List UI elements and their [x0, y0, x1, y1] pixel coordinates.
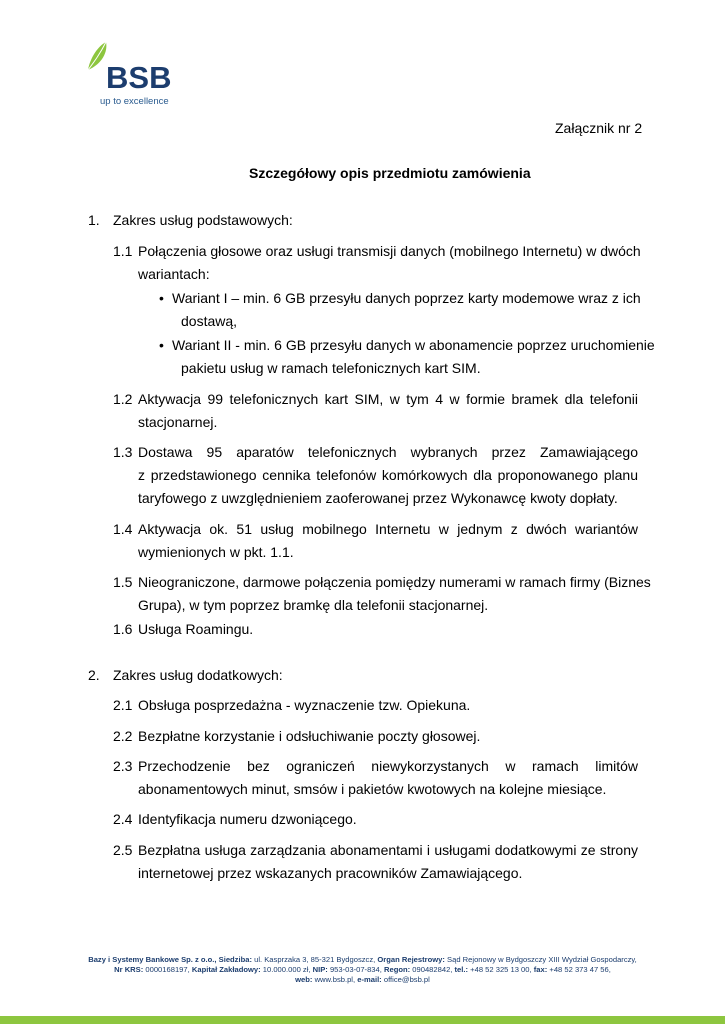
item-number: 2.4 — [113, 811, 133, 827]
item-text-line: Usługa Roamingu. — [138, 621, 254, 637]
footer-line-1 — [0, 955, 725, 965]
item-text-line: Aktywacja 99 telefonicznych kart SIM, w tym 4 w formie bramek dla telefonii — [138, 391, 638, 407]
item-number: 2.5 — [113, 842, 133, 858]
item-number: 2.3 — [113, 758, 133, 774]
item-number: 1.6 — [113, 621, 133, 637]
footer-value: 090482842, — [412, 965, 453, 974]
footer-web-link[interactable]: www.bsb.pl, — [314, 975, 356, 984]
item-text-line: Przechodzenie bez ograniczeń niewykorzystanych w ramach limitów — [138, 758, 638, 774]
item-text-line: Grupa), w tym poprzez bramkę dla telefonii stacjonarnej. — [138, 597, 489, 613]
logo-wordmark: BSB — [106, 60, 172, 95]
footer-label: Nr KRS: — [114, 965, 144, 974]
footer-value: +48 52 325 13 00, — [470, 965, 532, 974]
footer-label: tel.: — [454, 965, 469, 974]
item-text-line: wariantach: — [138, 266, 210, 282]
section-heading: Zakres usług dodatkowych: — [113, 667, 283, 683]
footer-label: e-mail: — [357, 975, 382, 984]
item-text-line: wymienionych w pkt. 1.1. — [138, 544, 294, 560]
footer-label: Siedziba: — [218, 955, 252, 964]
item-text-line: z przedstawionego cennika telefonów komórkowych dla proponowanego planu — [138, 467, 638, 483]
bullet-text-line: pakietu usług w ramach telefonicznych kart SIM. — [181, 360, 481, 376]
bullet-icon: • — [159, 337, 164, 353]
footer-label: Organ Rejestrowy: — [377, 955, 445, 964]
footer-value: 0000168197, — [145, 965, 190, 974]
item-text-line: Bezpłatne korzystanie i odsłuchiwanie poczty głosowej. — [138, 728, 481, 744]
footer-label: fax: — [533, 965, 548, 974]
footer-company: Bazy i Systemy Bankowe Sp. z o.o., — [88, 955, 217, 964]
item-number: 2.1 — [113, 697, 133, 713]
item-text-line: abonamentowych minut, smsów i pakietów kwotowych na kolejne miesiące. — [138, 781, 607, 797]
item-text-line: Nieograniczone, darmowe połączenia pomiędzy numerami w ramach firmy (Biznes — [138, 574, 651, 590]
item-text-line: Bezpłatna usługa zarządzania abonamentami i usługami dodatkowymi ze strony — [138, 842, 638, 858]
footer-label: Regon: — [384, 965, 411, 974]
footer-label: Kapitał Zakładowy: — [191, 965, 261, 974]
footer-label: web: — [295, 975, 313, 984]
company-logo — [84, 40, 214, 112]
footer-line-3 — [0, 975, 725, 985]
footer-label: NIP: — [312, 965, 328, 974]
item-number: 1.3 — [113, 444, 133, 460]
section-number: 2. — [88, 667, 100, 683]
bullet-text-line: Wariant II - min. 6 GB przesyłu danych w abonamencie poprzez uruchomienie — [172, 337, 655, 353]
item-text-line: Dostawa 95 aparatów telefonicznych wybranych przez Zamawiającego — [138, 444, 638, 460]
document-title: Szczegółowy opis przedmiotu zamówienia — [249, 165, 531, 181]
logo-tagline: up to excellence — [100, 96, 169, 107]
item-number: 1.4 — [113, 521, 133, 537]
item-text-line: Obsługa posprzedażna - wyznaczenie tzw. Opiekuna. — [138, 697, 471, 713]
footer-value: 10.000.000 zł, — [262, 965, 311, 974]
item-number: 1.1 — [113, 243, 133, 259]
item-text-line: Aktywacja ok. 51 usług mobilnego Internetu w jednym z dwóch wariantów — [138, 521, 638, 537]
item-number: 2.2 — [113, 728, 133, 744]
item-text-line: taryfowego z uwzględnieniem zaoferowanej przez Wykonawcę kwoty dopłaty. — [138, 490, 618, 506]
footer-value: ul. Kasprzaka 3, 85-321 Bydgoszcz, — [254, 955, 376, 964]
footer-email-link[interactable]: office@bsb.pl — [383, 975, 430, 984]
item-text-line: internetowej przez wskazanych pracowników Zamawiającego. — [138, 865, 523, 881]
footer-value: 953-03-07-834, — [329, 965, 382, 974]
section-number: 1. — [88, 212, 100, 228]
item-text-line: Połączenia głosowe oraz usługi transmisji danych (mobilnego Internetu) w dwóch — [138, 243, 641, 259]
bullet-icon: • — [159, 290, 164, 306]
item-text-line: Identyfikacja numeru dzwoniącego. — [138, 811, 357, 827]
footer-line-2 — [0, 965, 725, 975]
annex-label: Załącznik nr 2 — [555, 120, 643, 136]
footer-value: Sąd Rejonowy w Bydgoszczy XIII Wydział Gospodarczy, — [447, 955, 637, 964]
item-text-line: stacjonarnej. — [138, 414, 218, 430]
bullet-text-line: dostawą, — [181, 313, 238, 329]
footer-value: +48 52 373 47 56, — [549, 965, 611, 974]
section-heading: Zakres usług podstawowych: — [113, 212, 293, 228]
item-number: 1.5 — [113, 574, 133, 590]
footer-accent-bar — [0, 1016, 725, 1024]
bullet-text-line: Wariant I – min. 6 GB przesyłu danych poprzez karty modemowe wraz z ich — [172, 290, 641, 306]
item-number: 1.2 — [113, 391, 133, 407]
